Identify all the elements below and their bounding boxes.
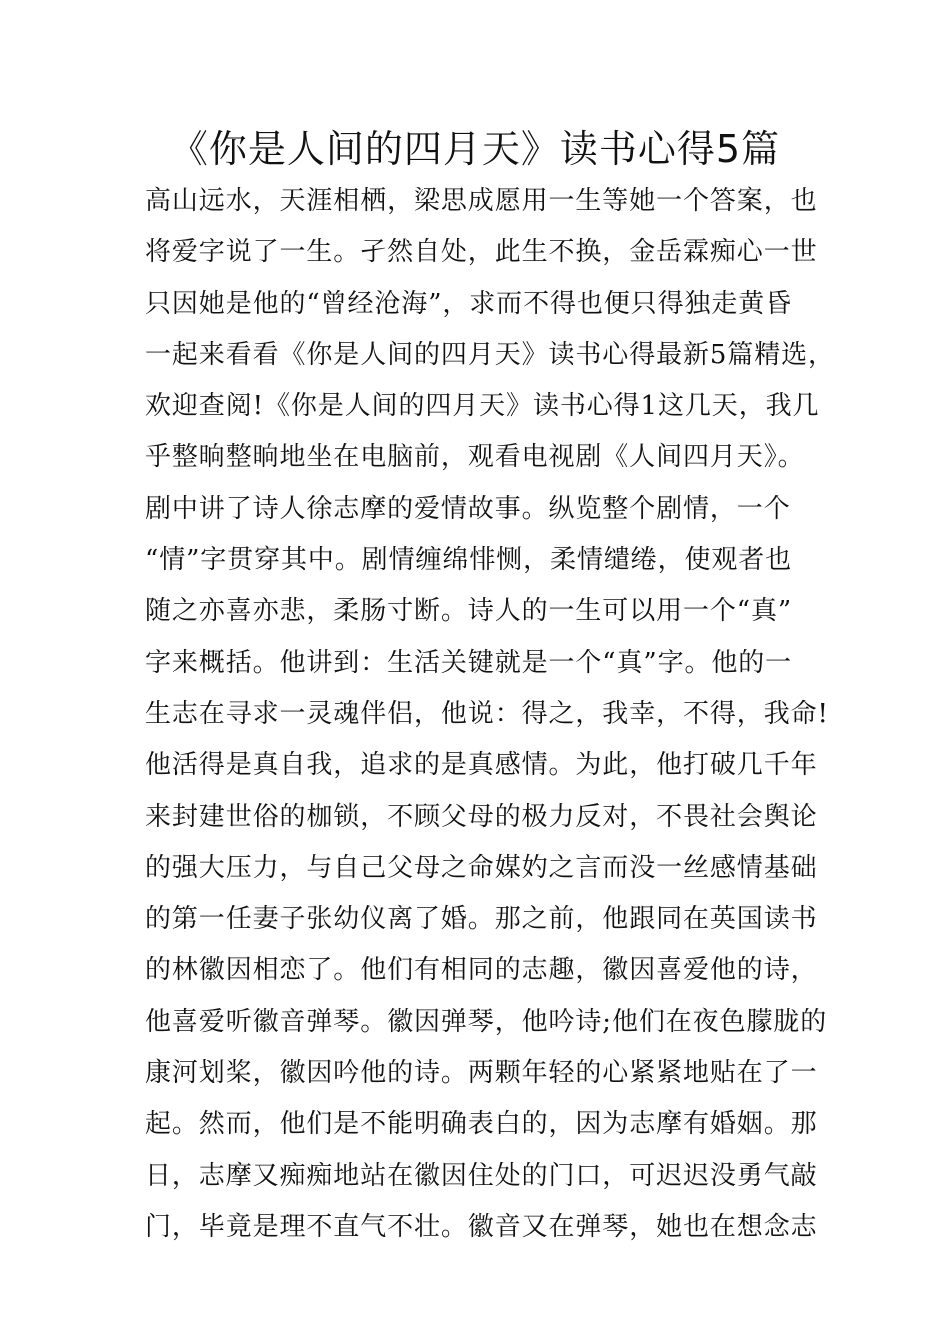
- body-line: 的强大压力，与自己父母之命媒妁之言而没一丝感情基础: [145, 852, 818, 883]
- body-line: 欢迎查阅!《你是人间的四月天》读书心得1这几天，我几: [145, 391, 820, 422]
- body-line: 高山远水，天涯相栖，梁思成愿用一生等她一个答案，也: [145, 186, 818, 216]
- body-line: “情”字贯穿其中。剧情缠绵悱恻，柔情缱绻，使观者也: [145, 545, 793, 576]
- body-line: 一起来看看《你是人间的四月天》读书心得最新5篇精选，: [145, 339, 835, 370]
- body-line: 的第一任妻子张幼仪离了婚。那之前，他跟同在英国读书: [145, 904, 818, 935]
- body-line: 康河划桨，徽因吟他的诗。两颗年轻的心紧紧地贴在了一: [145, 1058, 818, 1089]
- body-line: 他活得是真自我，追求的是真感情。为此，他打破几千年: [145, 750, 818, 781]
- body-line: 剧中讲了诗人徐志摩的爱情故事。纵览整个剧情，一个: [145, 493, 791, 524]
- body-line: 他喜爱听徽音弹琴。徽因弹琴，他吟诗;他们在夜色朦胧的: [145, 1006, 828, 1037]
- body-line: 的林徽因相恋了。他们有相同的志趣，徽因喜爱他的诗，: [145, 955, 818, 986]
- body-line: 生志在寻求一灵魂伴侣，他说：得之，我幸，不得，我命!: [145, 698, 829, 729]
- body-line: 将爱字说了一生。孑然自处，此生不换，金岳霖痴心一世: [145, 237, 818, 268]
- body-line: 日，志摩又痴痴地站在徽因住处的门口，可迟迟没勇气敲: [145, 1160, 818, 1191]
- body-line: 门，毕竟是理不直气不壮。徽音又在弹琴，她也在想念志: [145, 1211, 818, 1242]
- body-line: 随之亦喜亦悲，柔肠寸断。诗人的一生可以用一个“真”: [145, 596, 793, 627]
- body-line: 字来概括。他讲到：生活关键就是一个“真”字。他的一: [145, 647, 793, 678]
- body-line: 起。然而，他们是不能明确表白的，因为志摩有婚姻。那: [145, 1109, 818, 1140]
- document-title: 《你是人间的四月天》读书心得5篇: [169, 127, 781, 171]
- document-body: [145, 176, 835, 1253]
- body-line: 乎整晌整晌地坐在电脑前，观看电视剧《人间四月天》。: [145, 442, 805, 473]
- body-line: 只因她是他的“曾经沧海”，求而不得也便只得独走黄昏: [145, 288, 793, 319]
- body-line: 来封建世俗的枷锁，不顾父母的极力反对，不畏社会舆论: [145, 801, 818, 832]
